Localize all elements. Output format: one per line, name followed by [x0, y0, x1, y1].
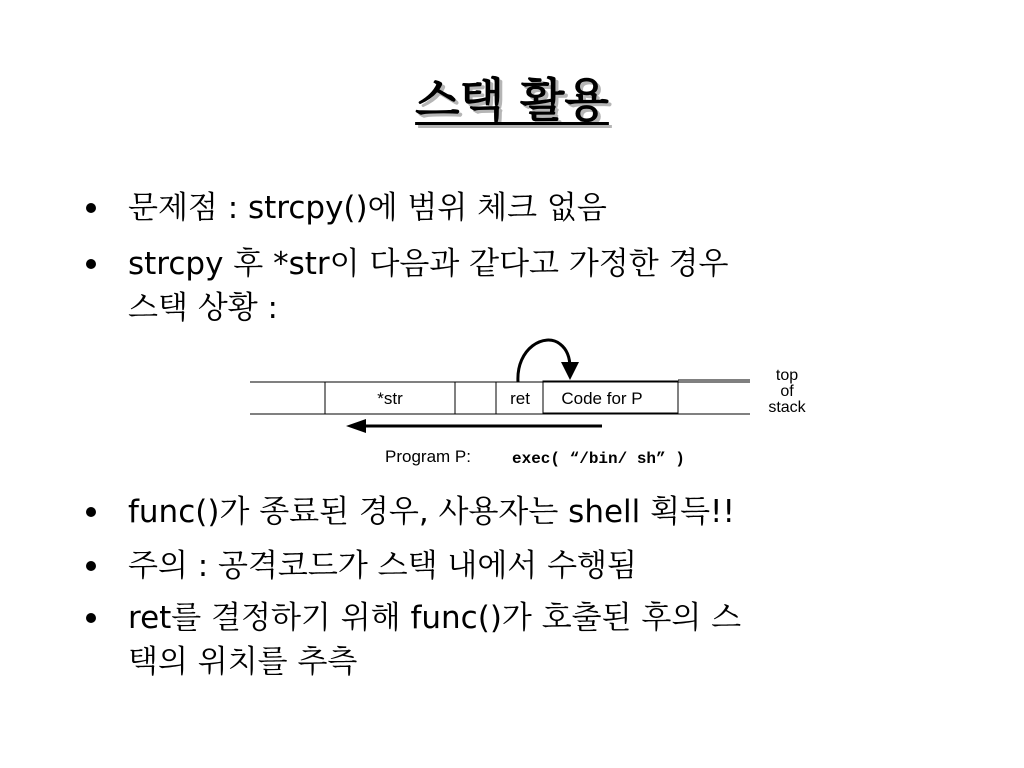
- str-cell-label: *str: [377, 389, 403, 408]
- bullet-dot-icon: [86, 613, 96, 623]
- bullet-text: ret를 결정하기 위해 func()가 호출된 후의 스: [128, 600, 742, 636]
- bullet-text-continuation: 스택 상황 :: [128, 290, 278, 326]
- bullet-text: func()가 종료된 경우, 사용자는 shell 획득!!: [128, 494, 735, 530]
- bullet-dot-icon: [86, 259, 96, 269]
- bullet-item: [86, 490, 735, 534]
- curved-arrow-icon: [518, 340, 570, 382]
- bullet-item: [86, 186, 607, 230]
- ret-cell-label: ret: [510, 389, 530, 408]
- code-cell-label: Code for P: [561, 389, 643, 408]
- bullet-dot-icon: [86, 203, 96, 213]
- program-label: Program P:: [385, 447, 471, 466]
- bullet-item: [86, 242, 728, 330]
- slide-title: 스택 활용: [415, 73, 609, 127]
- curved-arrow-head-icon: [561, 362, 579, 380]
- top-of-stack-label-1: top: [775, 367, 799, 384]
- bullet-item: [86, 544, 637, 588]
- bullet-text: 주의 : 공격코드가 스택 내에서 수행됨: [128, 548, 637, 584]
- left-arrow-head-icon: [346, 419, 366, 433]
- bullet-item: [86, 596, 741, 684]
- bullet-dot-icon: [86, 561, 96, 571]
- bullet-text: 문제점 : strcpy()에 범위 체크 없음: [128, 190, 607, 226]
- stack-diagram: [250, 330, 830, 480]
- bullet-text-continuation: 택의 위치를 추측: [128, 644, 358, 680]
- top-of-stack-label-3: stack: [768, 399, 806, 416]
- exec-call-label: exec( “/bin/ sh” ): [512, 450, 685, 468]
- top-of-stack-label-2: of: [780, 383, 794, 400]
- bullet-text: strcpy 후 *str이 다음과 같다고 가정한 경우: [128, 246, 729, 282]
- bullet-dot-icon: [86, 507, 96, 517]
